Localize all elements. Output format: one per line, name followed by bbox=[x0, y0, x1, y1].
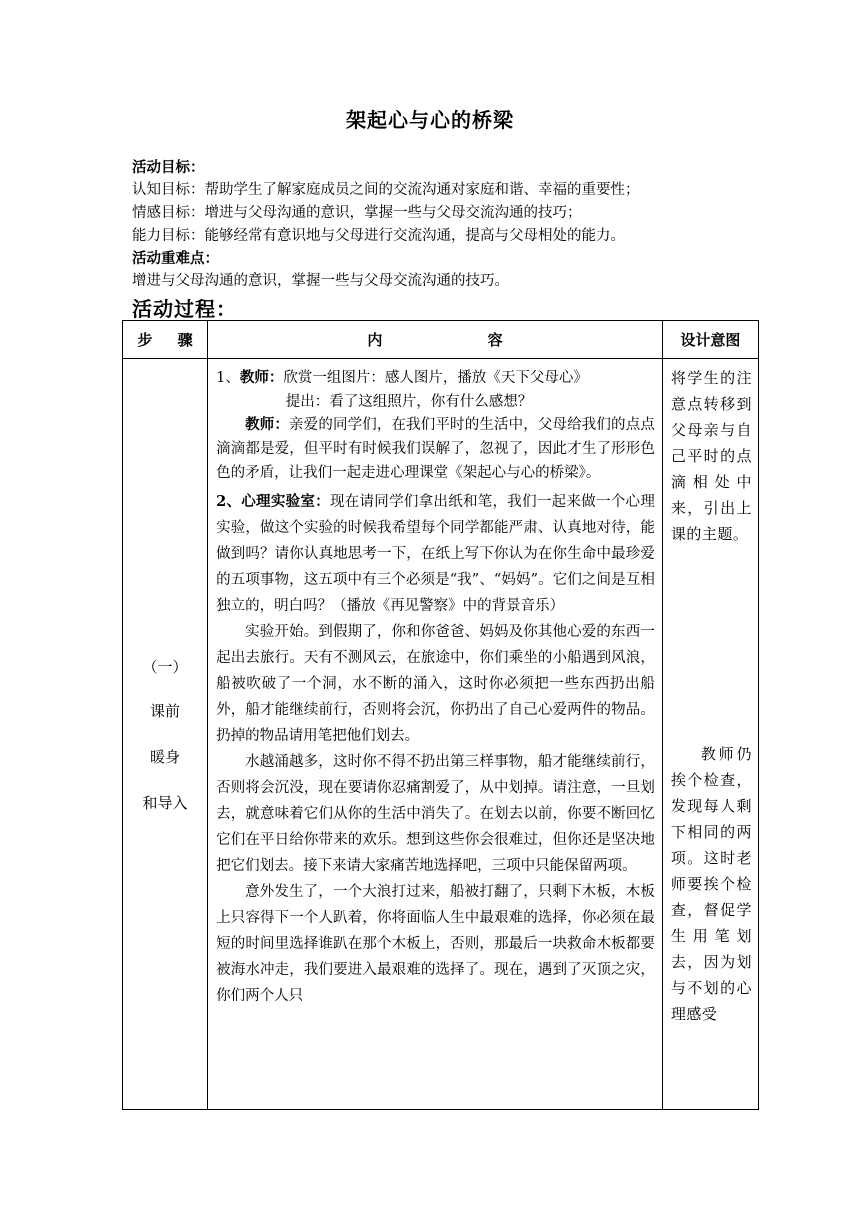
key-points-text: 增进与父母沟通的意识，掌握一些与父母交流沟通的技巧。 bbox=[132, 273, 509, 289]
header-content: 内 容 bbox=[208, 321, 663, 359]
content-paragraph-7: 意外发生了，一个大浪打过来，船被打翻了，只剩下木板，木板上只容得下一个人趴着，你将面临人生中最艰难的选择，你必须在最短的时间里选择谁趴在那个木板上，否则，那最后一块救命木板都要被海水冲走，我们要进入最艰难的选择了。现在，遇到了灭顶之灾，你们两个人只 bbox=[216, 884, 655, 1004]
content-paragraph-3: 教师：亲爱的同学们，在我们平时的生活中，父母给我们的点点滴滴都是爱，但平时有时候我们误解了，忽视了，因此才生了形形色色的矛盾，让我们一起走进心理课堂《架起心与心的桥梁》。 bbox=[216, 416, 655, 481]
objective-cognitive: 认知目标：帮助学生了解家庭成员之间的交流沟通对家庭和谐、幸福的重要性； bbox=[132, 182, 640, 198]
objective-ability: 能力目标：能够经常有意识地与父母进行交流沟通，提高与父母相处的能力。 bbox=[132, 228, 625, 244]
objective-emotional: 情感目标：增进与父母沟通的意识，掌握一些与父母交流沟通的技巧； bbox=[132, 205, 582, 221]
objectives-heading: 活动目标： bbox=[132, 159, 205, 176]
key-points-heading: 活动重难点： bbox=[132, 250, 219, 267]
table-header-row bbox=[123, 321, 759, 359]
header-step: 步 骤 bbox=[123, 321, 208, 359]
step-line-3: 和导入 bbox=[142, 794, 188, 812]
document-title: 架起心与心的桥梁 bbox=[346, 108, 514, 132]
content-paragraph-6: 水越涌越多，这时你不得不扔出第三样事物，船才能继续前行，否则将会沉没，现在要请你忍痛割爱了，从中划掉。请注意，一旦划去，就意味着它们从你的生活中消失了。在划去以前，你要不断回忆它们在平日给你带来的欢乐。想到这些你会很难过，但你还是坚决地把它们划去。接下来请大家痛苦地选择吧，三项中只能保留两项。 bbox=[216, 754, 655, 874]
step-cell bbox=[123, 359, 208, 1110]
step-line-1: 课前 bbox=[150, 702, 181, 720]
header-design: 设计意图 bbox=[662, 321, 758, 359]
table-row bbox=[123, 359, 759, 1110]
process-heading: 活动过程： bbox=[132, 297, 237, 321]
content-paragraph-1: 1、教师：欣赏一组图片：感人图片，播放《天下父母心》 bbox=[216, 369, 588, 386]
design-intent-1: 将学生的注意点转移到父母亲与自己平时的点滴相处中来，引出上课的主题。 bbox=[670, 369, 752, 543]
design-intent-2: 教师仍挨个检查，发现每人剩下相同的两项。这时老师要挨个检查，督促学生用笔划去，因为划与不划的心理感受 bbox=[670, 745, 752, 1023]
design-cell bbox=[662, 359, 758, 1110]
content-cell bbox=[208, 359, 663, 1110]
step-line-2: 暖身 bbox=[150, 748, 181, 766]
content-paragraph-4: 2、心理实验室：现在请同学们拿出纸和笔，我们一起来做一个心理实验，做这个实验的时候我希望每个同学都能严肃、认真地对待，能做到吗？请你认真地思考一下，在纸上写下你认为在你生命中最珍爱的五项事物，这五项中有三个必须是“我”、“妈妈”。它们之间是互相独立的，明白吗？（播放《再见警察》中的背景音乐） bbox=[216, 493, 655, 614]
content-paragraph-5: 实验开始。到假期了，你和你爸爸、妈妈及你其他心爱的东西一起出去旅行。天有不测风云，在旅途中，你们乘坐的小船遇到风浪，船被吹破了一个洞，水不断的涌入，这时你必须把一些东西扔出船外，船才能继续前行，否则将会沉，你扔出了自己心爱两件的物品。扔掉的物品请用笔把他们划去。 bbox=[216, 624, 655, 744]
step-number: （一） bbox=[142, 658, 188, 676]
content-paragraph-2: 提出：看了这组照片，你有什么感想？ bbox=[285, 394, 533, 410]
activity-table bbox=[122, 320, 759, 1110]
